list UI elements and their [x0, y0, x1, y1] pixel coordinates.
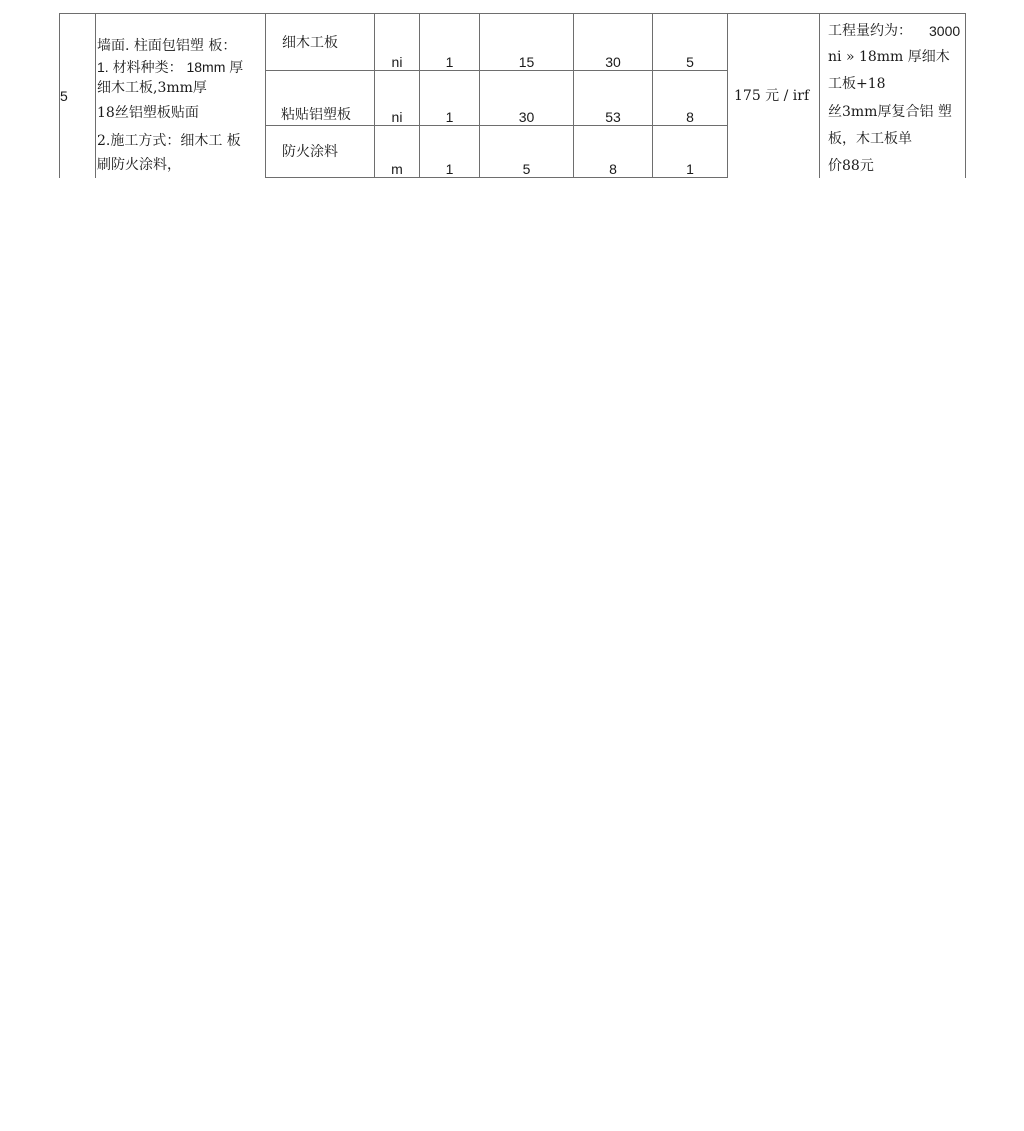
material-col-c: 1 [686, 161, 694, 177]
col-border-1 [95, 13, 96, 178]
description-line: 细木工板,3mm厚 [97, 80, 207, 96]
material-col-b: 8 [609, 161, 617, 177]
unit-price: 175 元 / irf [734, 88, 810, 104]
material-name: 细木工板 [282, 35, 338, 51]
material-unit: ni [391, 54, 403, 70]
description-line: 2.施工方式：细木工 板 [97, 133, 241, 149]
material-col-a: 30 [518, 109, 535, 125]
material-unit: ni [391, 109, 403, 125]
table-top-border [59, 13, 966, 14]
description-line: 18丝铝塑板贴面 [97, 105, 199, 121]
material-qty: 1 [445, 54, 454, 70]
remark-line: 工板+18 [828, 76, 886, 92]
material-col-a: 15 [518, 54, 535, 70]
material-col-b: 30 [605, 54, 621, 70]
material-col-c: 5 [686, 54, 694, 70]
col-border-5 [479, 13, 480, 178]
material-col-b: 53 [605, 109, 621, 125]
material-unit: m [391, 161, 403, 177]
remark-line: 板，木工板单 [828, 131, 912, 147]
remark-line: 丝3mm厚复合铝 塑 [828, 104, 952, 120]
material-qty: 1 [445, 109, 454, 125]
row-index: 5 [60, 88, 68, 104]
col-border-2 [265, 13, 266, 178]
material-col-a: 5 [522, 161, 531, 177]
material-qty: 1 [445, 161, 454, 177]
col-border-7 [652, 13, 653, 178]
remark-line: 价88元 [828, 158, 874, 174]
description-line: 刷防火涂料， [97, 157, 181, 173]
remark-line: ni » 18mm 厚细木 [828, 49, 950, 65]
col-border-8 [727, 13, 728, 178]
material-col-c: 8 [686, 109, 694, 125]
material-name: 粘贴铝塑板 [281, 107, 351, 123]
col-border-3 [374, 13, 375, 178]
col-border-6 [573, 13, 574, 178]
description-line: 1. 材料种类： 18mm 厚 [97, 59, 244, 75]
material-name: 防火涂料 [282, 144, 338, 160]
description-line: 墙面. 柱面包铝塑 板： [97, 38, 237, 54]
remark-line: 工程量约为： [828, 23, 912, 39]
col-border-4 [419, 13, 420, 178]
remark-line: 3000 [929, 23, 961, 39]
col-border-10 [965, 13, 966, 178]
col-border-9 [819, 13, 820, 178]
